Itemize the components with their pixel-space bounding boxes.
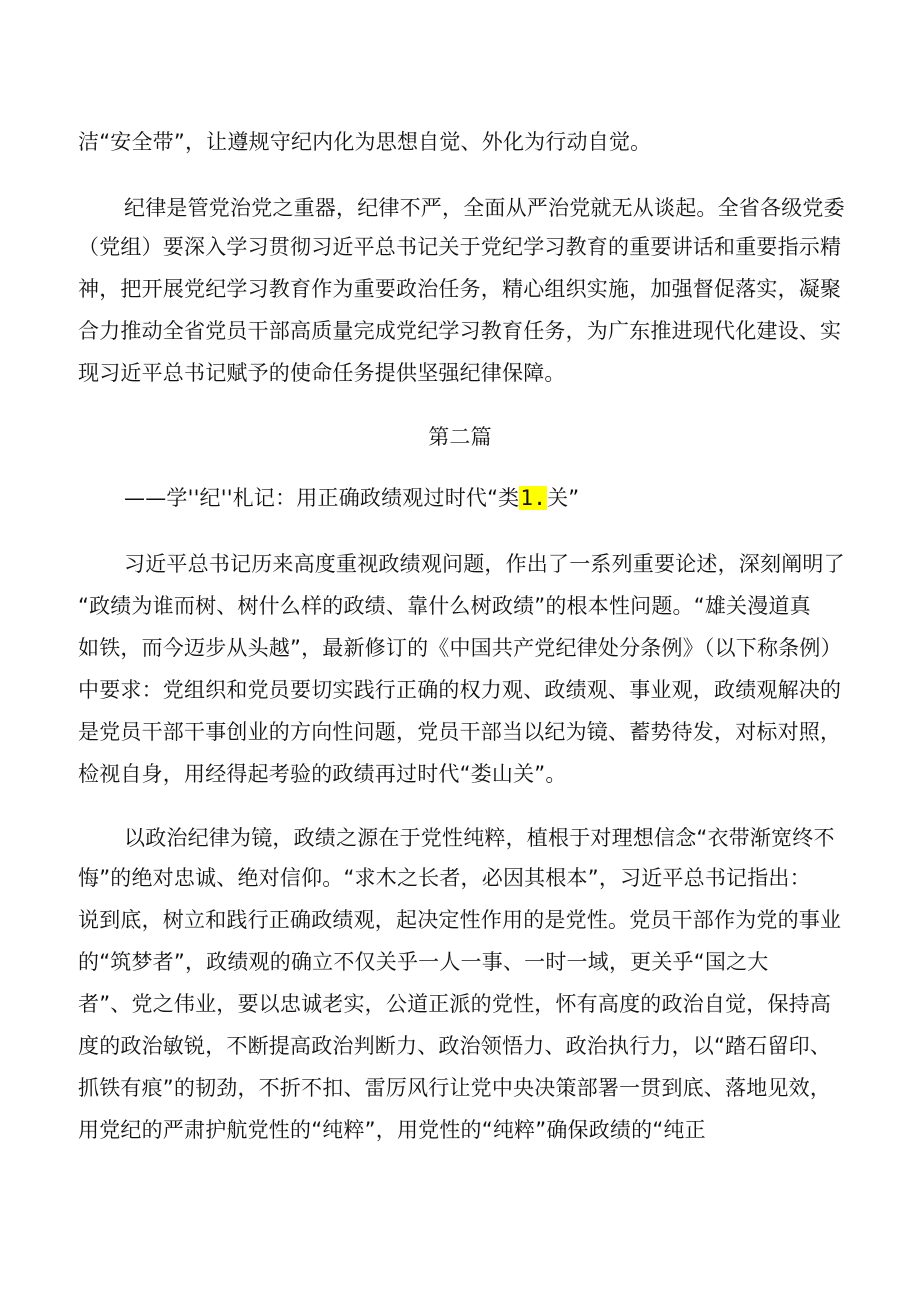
paragraph-line: 习近平总书记历来高度重视政绩观问题，作出了一系列重要论述，深刻阐明了: [124, 552, 845, 576]
paragraph-line: 洁“安全带”，让遵规守纪内化为思想自觉、外化为行动自觉。: [78, 130, 652, 154]
paragraph-line: 如铁，而今迈步从头越”，最新修订的《中国共产党纪律处分条例》（以下称条例）: [78, 636, 842, 660]
subtitle-text-end: 关”: [547, 486, 580, 510]
paragraph-line: 者”、党之伟业，要以忠诚老实，公道正派的党性，怀有高度的政治自觉，保持高: [78, 992, 832, 1016]
paragraph-line: 抓铁有痕”的韧劲，不折不扣、雷厉风行让党中央决策部署一贯到底、落地见效，: [78, 1076, 832, 1100]
paragraph-line: 合力推动全省党员干部高质量完成党纪学习教育任务，为广东推进现代化建设、实: [78, 319, 842, 343]
highlight-marker: 1.: [520, 486, 547, 510]
paragraph-line: 纪律是管党治党之重器，纪律不严，全面从严治党就无从谈起。全省各级党委: [124, 196, 845, 220]
paragraph-line: （党组）要深入学习贯彻习近平总书记关于党纪学习教育的重要讲话和重要指示精: [78, 235, 842, 259]
paragraph-line: 神，把开展党纪学习教育作为重要政治任务，精心组织实施，加强督促落实，凝聚: [78, 277, 842, 301]
paragraph-line: 中要求：党组织和党员要切实践行正确的权力观、政绩观、事业观，政绩观解决的: [78, 678, 842, 702]
paragraph-line: 检视自身，用经得起考验的政绩再过时代“娄山关”。: [78, 762, 567, 786]
paragraph-line: 现习近平总书记赋予的使命任务提供坚强纪律保障。: [78, 361, 566, 385]
subtitle-text: ——学''纪''札记：用正确政绩观过时代“类: [124, 486, 520, 510]
paragraph-line: 的“筑梦者”，政绩观的确立不仅关乎一人一事、一时一域，更关乎“国之大: [78, 950, 769, 974]
section-heading: 第二篇: [428, 425, 492, 449]
paragraph-line: “政绩为谁而树、树什么样的政绩、靠什么树政绩”的根本性问题。“雄关漫道真: [78, 594, 811, 618]
paragraph-line: 说到底，树立和践行正确政绩观，起决定性作用的是党性。党员干部作为党的事业: [78, 908, 842, 932]
paragraph-line: 悔”的绝对忠诚、绝对信仰。“求木之长者，必因其根本”，习近平总书记指出：: [78, 866, 811, 890]
paragraph-line: 用党纪的严肃护航党性的“纯粹”，用党性的“纯粹”确保政绩的“纯正: [78, 1118, 706, 1142]
paragraph-line: 以政治纪律为镜，政绩之源在于党性纯粹，植根于对理想信念“衣带渐宽终不: [124, 826, 835, 850]
section-subtitle: [124, 478, 904, 518]
paragraph-line: 度的政治敏锐，不断提高政治判断力、政治领悟力、政治执行力，以“踏石留印、: [78, 1034, 832, 1058]
paragraph-line: 是党员干部干事创业的方向性问题，党员干部当以纪为镜、蓄势待发，对标对照，: [78, 720, 842, 744]
